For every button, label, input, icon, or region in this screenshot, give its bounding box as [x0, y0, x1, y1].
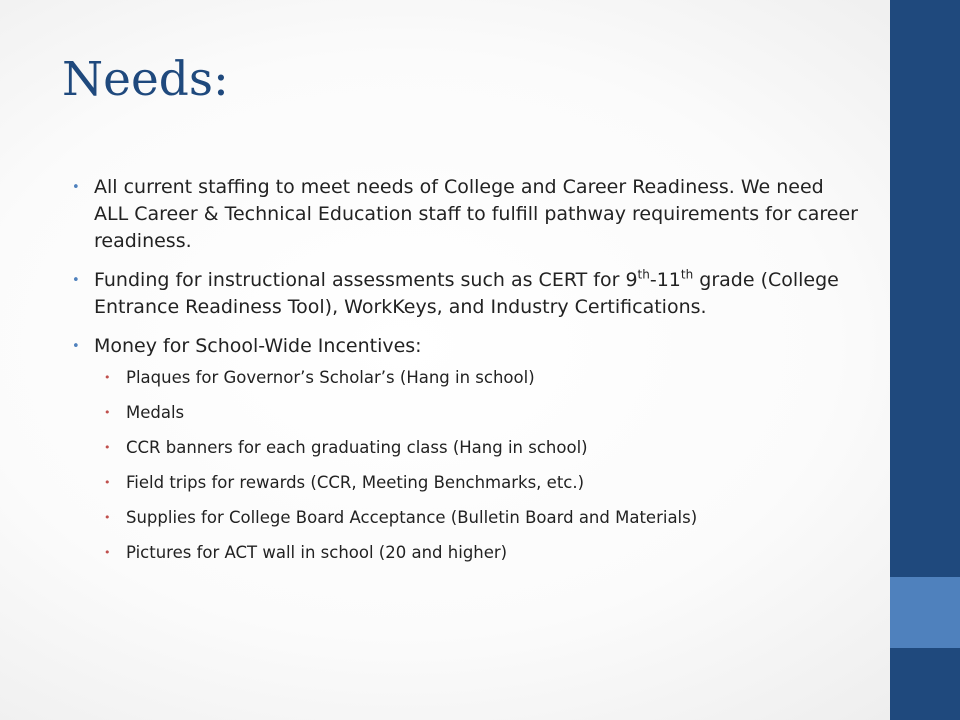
sub-item-supplies [104, 506, 862, 529]
sub-item-plaques [104, 366, 862, 389]
superscript-th: th [680, 267, 694, 282]
sub-item-text: Pictures for ACT wall in school (20 and higher) [126, 543, 508, 562]
bullet-text-funding-c: grade (College Entrance Readiness Tool), WorkKeys, and Industry Certifications. [94, 269, 839, 318]
sub-bullet-icon: • [104, 371, 111, 384]
bullet-list [72, 174, 862, 576]
sub-bullet-icon: • [104, 476, 111, 489]
bullet-item-funding [72, 267, 862, 321]
bullet-item-incentives [72, 333, 862, 564]
sub-bullet-icon: • [104, 511, 111, 524]
bullet-text-funding-a: Funding for instructional assessments such as CERT for 9 [94, 269, 638, 291]
bullet-text-staffing: All current staffing to meet needs of College and Career Readiness. We need ALL Career & Technical Education staff to fulfill pathway requirements for career readiness. [94, 176, 858, 252]
sub-item-text: Field trips for rewards (CCR, Meeting Benchmarks, etc.) [126, 473, 585, 492]
sub-bullet-icon: • [104, 546, 111, 559]
superscript-th: th [637, 267, 650, 282]
sub-item-text: CCR banners for each graduating class (Hang in school) [126, 438, 588, 457]
bullet-text-funding-b: -11 [649, 269, 681, 291]
bullet-icon: • [72, 180, 80, 195]
sub-item-field-trips [104, 471, 862, 494]
slide-title: Needs: [62, 52, 229, 107]
sub-bullet-icon: • [104, 406, 111, 419]
incentives-sub-list [104, 366, 862, 564]
sub-item-medals [104, 401, 862, 424]
bullet-icon: • [72, 273, 80, 288]
sub-item-text: Plaques for Governor’s Scholar’s (Hang in school) [126, 368, 535, 387]
sidebar-accent-block [890, 577, 960, 648]
sub-bullet-icon: • [104, 441, 111, 454]
sub-item-text: Medals [126, 403, 185, 422]
bullet-icon: • [72, 339, 80, 354]
sub-item-text: Supplies for College Board Acceptance (Bulletin Board and Materials) [126, 508, 698, 527]
bullet-item-staffing [72, 174, 862, 255]
bullet-text-incentives: Money for School-Wide Incentives: [94, 335, 422, 357]
sub-item-pictures [104, 541, 862, 564]
sub-item-banners [104, 436, 862, 459]
